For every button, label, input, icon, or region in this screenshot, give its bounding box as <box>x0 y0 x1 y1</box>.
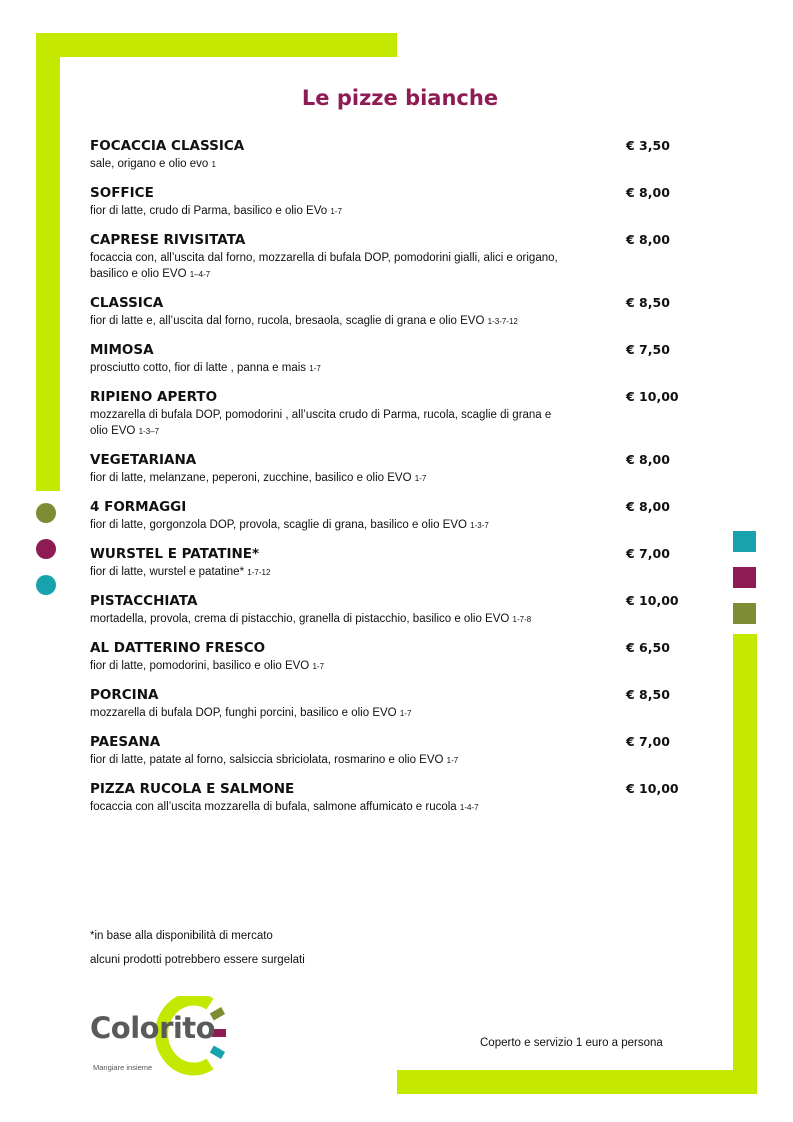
menu-item <box>90 686 690 733</box>
menu-item <box>90 294 690 341</box>
item-allergens: 1-7 <box>330 207 342 216</box>
item-description <box>90 799 570 816</box>
item-allergens: 1-7-12 <box>247 568 271 577</box>
item-name: PORCINA <box>90 687 159 703</box>
item-price: € 7,00 <box>626 734 670 749</box>
item-price: € 8,00 <box>626 499 670 514</box>
item-name: PIZZA RUCOLA E SALMONE <box>90 781 295 797</box>
olive-dot <box>36 503 56 523</box>
menu-item <box>90 545 690 592</box>
item-allergens: 1 <box>211 160 216 169</box>
item-description <box>90 658 570 675</box>
item-allergens: 1-3-7 <box>470 521 489 530</box>
item-description <box>90 360 570 377</box>
item-allergens: 1-7 <box>309 364 321 373</box>
item-description-text: fior di latte, pomodorini, basilico e olio EVO <box>90 660 310 672</box>
item-price: € 10,00 <box>626 593 679 608</box>
colorito-logo <box>88 996 238 1078</box>
item-allergens: 1-7-8 <box>512 615 532 624</box>
magenta-square <box>733 567 756 588</box>
item-description <box>90 705 570 722</box>
item-allergens: 1–4-7 <box>189 270 211 279</box>
item-description <box>90 250 570 283</box>
menu-item <box>90 137 690 184</box>
item-description <box>90 407 570 440</box>
item-description-text: fior di latte, gorgonzola DOP, provola, scaglie di grana, basilico e olio EVO <box>90 519 467 531</box>
item-description-text: fior di latte, melanzane, peperoni, zucchine, basilico e olio EVO <box>90 472 412 484</box>
item-description <box>90 564 570 581</box>
item-description <box>90 752 570 769</box>
item-description-text: focaccia con, all’uscita dal forno, mozzarella di bufala DOP, pomodorini gialli, alici e origano, basilico e olio EVO <box>90 252 558 280</box>
frame-bottom-bar <box>397 1070 757 1094</box>
item-description <box>90 313 570 330</box>
item-description <box>90 611 570 628</box>
item-description-text: fior di latte, patate al forno, salsiccia sbriciolata, rosmarino e olio EVO <box>90 754 444 766</box>
item-name: AL DATTERINO FRESCO <box>90 640 266 656</box>
item-price: € 8,50 <box>626 687 670 702</box>
item-price: € 10,00 <box>626 781 679 796</box>
menu-item <box>90 341 690 388</box>
item-description <box>90 203 570 220</box>
teal-square <box>733 531 756 552</box>
item-price: € 8,00 <box>626 232 670 247</box>
item-price: € 10,00 <box>626 389 679 404</box>
menu-item <box>90 592 690 639</box>
menu-list <box>90 137 690 827</box>
item-name: MIMOSA <box>90 342 154 358</box>
item-price: € 8,50 <box>626 295 670 310</box>
item-price: € 8,00 <box>626 452 670 467</box>
item-description-text: fior di latte, crudo di Parma, basilico e olio EVo <box>90 205 328 217</box>
item-name: CAPRESE RIVISITATA <box>90 232 246 248</box>
menu-item <box>90 451 690 498</box>
frame-right-bar <box>733 634 757 1094</box>
item-name: SOFFICE <box>90 185 154 201</box>
item-allergens: 1-4-7 <box>459 803 479 812</box>
item-description-text: mozzarella di bufala DOP, funghi porcini, basilico e olio EVO <box>90 707 397 719</box>
item-price: € 7,50 <box>626 342 670 357</box>
magenta-dot <box>36 539 56 559</box>
menu-item <box>90 231 690 294</box>
item-allergens: 1-7 <box>446 756 459 765</box>
item-description-text: fior di latte e, all’uscita dal forno, rucola, bresaola, scaglie di grana e olio EVO <box>90 315 485 327</box>
item-name: RIPIENO APERTO <box>90 389 218 405</box>
menu-item <box>90 639 690 686</box>
item-name: 4 FORMAGGI <box>90 499 187 515</box>
item-price: € 8,00 <box>626 185 670 200</box>
item-allergens: 1-3-7-12 <box>487 317 518 326</box>
item-description-text: focaccia con all’uscita mozzarella di bufala, salmone affumicato e rucola <box>90 801 457 813</box>
menu-item <box>90 498 690 545</box>
frozen-note: alcuni prodotti potrebbero essere surgelati <box>90 954 305 966</box>
item-description-text: sale, origano e olio evo <box>90 158 209 170</box>
item-name: PISTACCHIATA <box>90 593 198 609</box>
logo-wordmark: Colorito <box>90 1011 216 1045</box>
item-name: CLASSICA <box>90 295 164 311</box>
item-name: WURSTEL E PATATINE* <box>90 546 260 562</box>
item-description-text: mozzarella di bufala DOP, pomodorini , all’uscita crudo di Parma, rucola, scaglie di grana e olio EVO <box>90 409 552 437</box>
item-name: FOCACCIA CLASSICA <box>90 138 245 154</box>
menu-item <box>90 184 690 231</box>
item-description <box>90 517 570 534</box>
frame-top-bar <box>36 33 397 57</box>
item-price: € 7,00 <box>626 546 670 561</box>
menu-item <box>90 388 690 451</box>
coperto-note: Coperto e servizio 1 euro a persona <box>480 1037 663 1049</box>
menu-item <box>90 733 690 780</box>
item-description <box>90 470 570 487</box>
item-allergens: 1-7 <box>312 662 325 671</box>
item-description-text: mortadella, provola, crema di pistacchio, granella di pistacchio, basilico e olio EVO <box>90 613 510 625</box>
availability-note: *in base alla disponibilità di mercato <box>90 930 273 942</box>
item-description-text: fior di latte, wurstel e patatine* <box>90 566 245 578</box>
item-description <box>90 156 570 173</box>
item-description-text: prosciutto cotto, fior di latte , panna e mais <box>90 362 307 374</box>
item-price: € 3,50 <box>626 138 670 153</box>
teal-dot <box>36 575 56 595</box>
page-title: Le pizze bianche <box>301 86 499 110</box>
logo-tagline: Mangiare insieme <box>93 1063 153 1072</box>
olive-square <box>733 603 756 624</box>
item-allergens: 1-3–7 <box>138 427 160 436</box>
item-allergens: 1-7 <box>414 474 427 483</box>
item-price: € 6,50 <box>626 640 670 655</box>
item-name: VEGETARIANA <box>90 452 197 468</box>
item-name: PAESANA <box>90 734 161 750</box>
menu-item <box>90 780 690 827</box>
item-allergens: 1-7 <box>399 709 412 718</box>
